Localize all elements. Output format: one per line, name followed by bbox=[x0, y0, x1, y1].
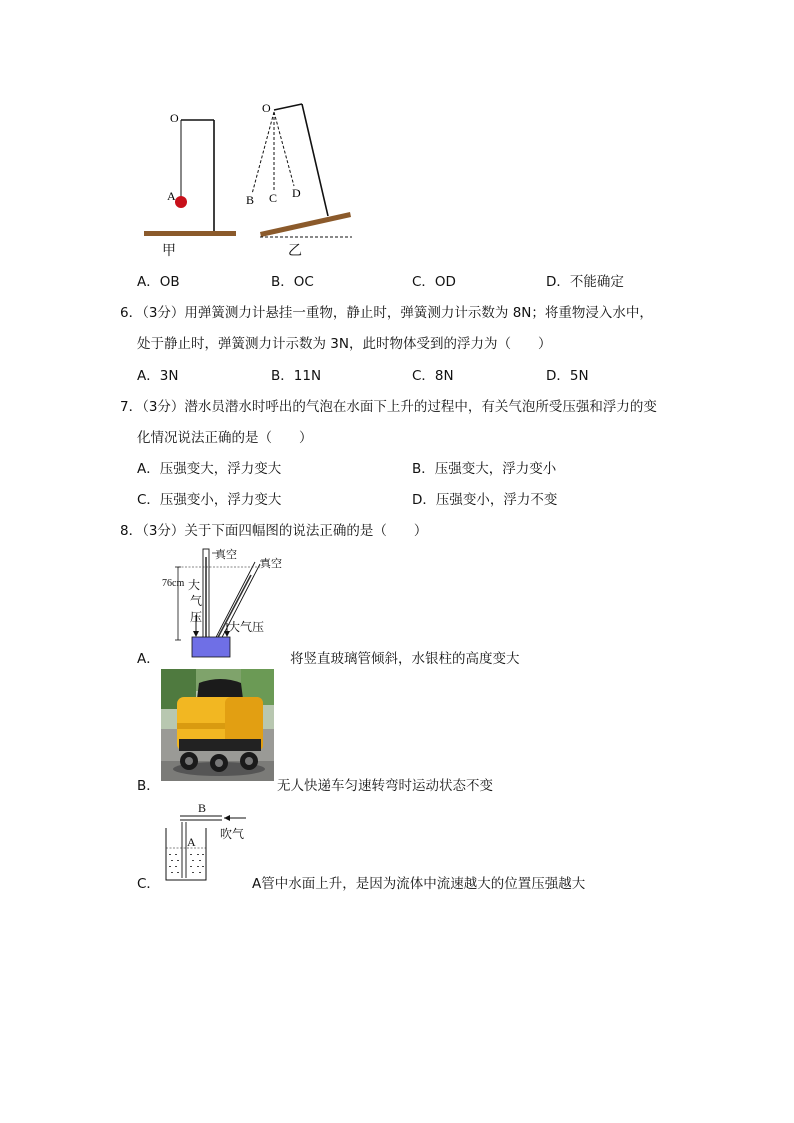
label-blow: 吹气 bbox=[220, 827, 245, 841]
q7-option-b[interactable]: B．压强变大，浮力变小 bbox=[412, 461, 557, 477]
q8-option-c-letter[interactable]: C． bbox=[137, 876, 160, 892]
q5-option-d[interactable]: D．不能确定 bbox=[546, 274, 624, 290]
label-tube-b: B bbox=[198, 801, 207, 815]
label-o: O bbox=[262, 101, 271, 115]
q8-option-b-text: 无人快递车匀速转弯时运动状态不变 bbox=[277, 778, 493, 794]
q5-option-a[interactable]: A．OB bbox=[137, 274, 180, 290]
label-76cm: 76cm bbox=[162, 578, 185, 589]
q7-option-a[interactable]: A．压强变大，浮力变大 bbox=[137, 461, 282, 477]
q8-option-b-letter[interactable]: B． bbox=[137, 778, 160, 794]
label-b: B bbox=[246, 193, 255, 207]
bob-a bbox=[175, 196, 187, 208]
pendulum-jia-diagram bbox=[140, 108, 240, 258]
label-vacuum-1: 真空 bbox=[215, 548, 237, 561]
q8-option-a-text: 将竖直玻璃管倾斜，水银柱的高度变大 bbox=[290, 651, 520, 667]
q6-option-c[interactable]: C．8N bbox=[412, 368, 454, 384]
q6-option-d[interactable]: D．5N bbox=[546, 368, 589, 384]
torricelli-figure bbox=[160, 545, 290, 660]
q5-option-c[interactable]: C．OD bbox=[412, 274, 456, 290]
q6-stem-line1: 6．（3分）用弹簧测力计悬挂一重物，静止时，弹簧测力计示数为 8N；将重物浸入水中， bbox=[120, 305, 653, 321]
label-vacuum-2: 真空 bbox=[260, 557, 282, 570]
label-d: D bbox=[292, 186, 301, 200]
label-c: C bbox=[269, 191, 278, 205]
q7-stem-line1: 7．（3分）潜水员潜水时呼出的气泡在水面下上升的过程中，有关气泡所受压强和浮力的变 bbox=[120, 399, 657, 415]
q6-option-a[interactable]: A．3N bbox=[137, 368, 179, 384]
label-ya: 压 bbox=[190, 610, 203, 624]
q8-stem: 8．（3分）关于下面四幅图的说法正确的是（ ） bbox=[120, 523, 428, 539]
q8-option-c-text: A管中水面上升，是因为流体中流速越大的位置压强越大 bbox=[252, 876, 586, 892]
label-da: 大 bbox=[188, 578, 201, 592]
q7-option-c[interactable]: C．压强变小，浮力变大 bbox=[137, 492, 282, 508]
q7-stem-line2: 化情况说法正确的是（ ） bbox=[137, 430, 313, 446]
label-tube-a: A bbox=[187, 835, 196, 849]
caption-jia: 甲 bbox=[162, 243, 176, 259]
caption-yi: 乙 bbox=[288, 243, 302, 259]
pendulum-yi-diagram bbox=[240, 98, 360, 260]
q5-option-b[interactable]: B．OC bbox=[271, 274, 314, 290]
label-atm-pressure: 大气压 bbox=[228, 620, 265, 634]
label-a: A bbox=[167, 189, 176, 203]
delivery-robot-photo bbox=[161, 669, 274, 781]
label-o: O bbox=[170, 111, 179, 125]
q6-option-b[interactable]: B．11N bbox=[271, 368, 322, 384]
q7-option-d[interactable]: D．压强变小，浮力不变 bbox=[412, 492, 558, 508]
figure-jia bbox=[140, 108, 240, 258]
label-qi: 气 bbox=[190, 594, 203, 608]
figure-yi bbox=[240, 98, 360, 260]
q6-stem-line2: 处于静止时，弹簧测力计示数为 3N，此时物体受到的浮力为（ ） bbox=[137, 336, 552, 352]
q8-option-a-letter[interactable]: A． bbox=[137, 651, 160, 667]
blow-tube-figure bbox=[160, 800, 255, 885]
